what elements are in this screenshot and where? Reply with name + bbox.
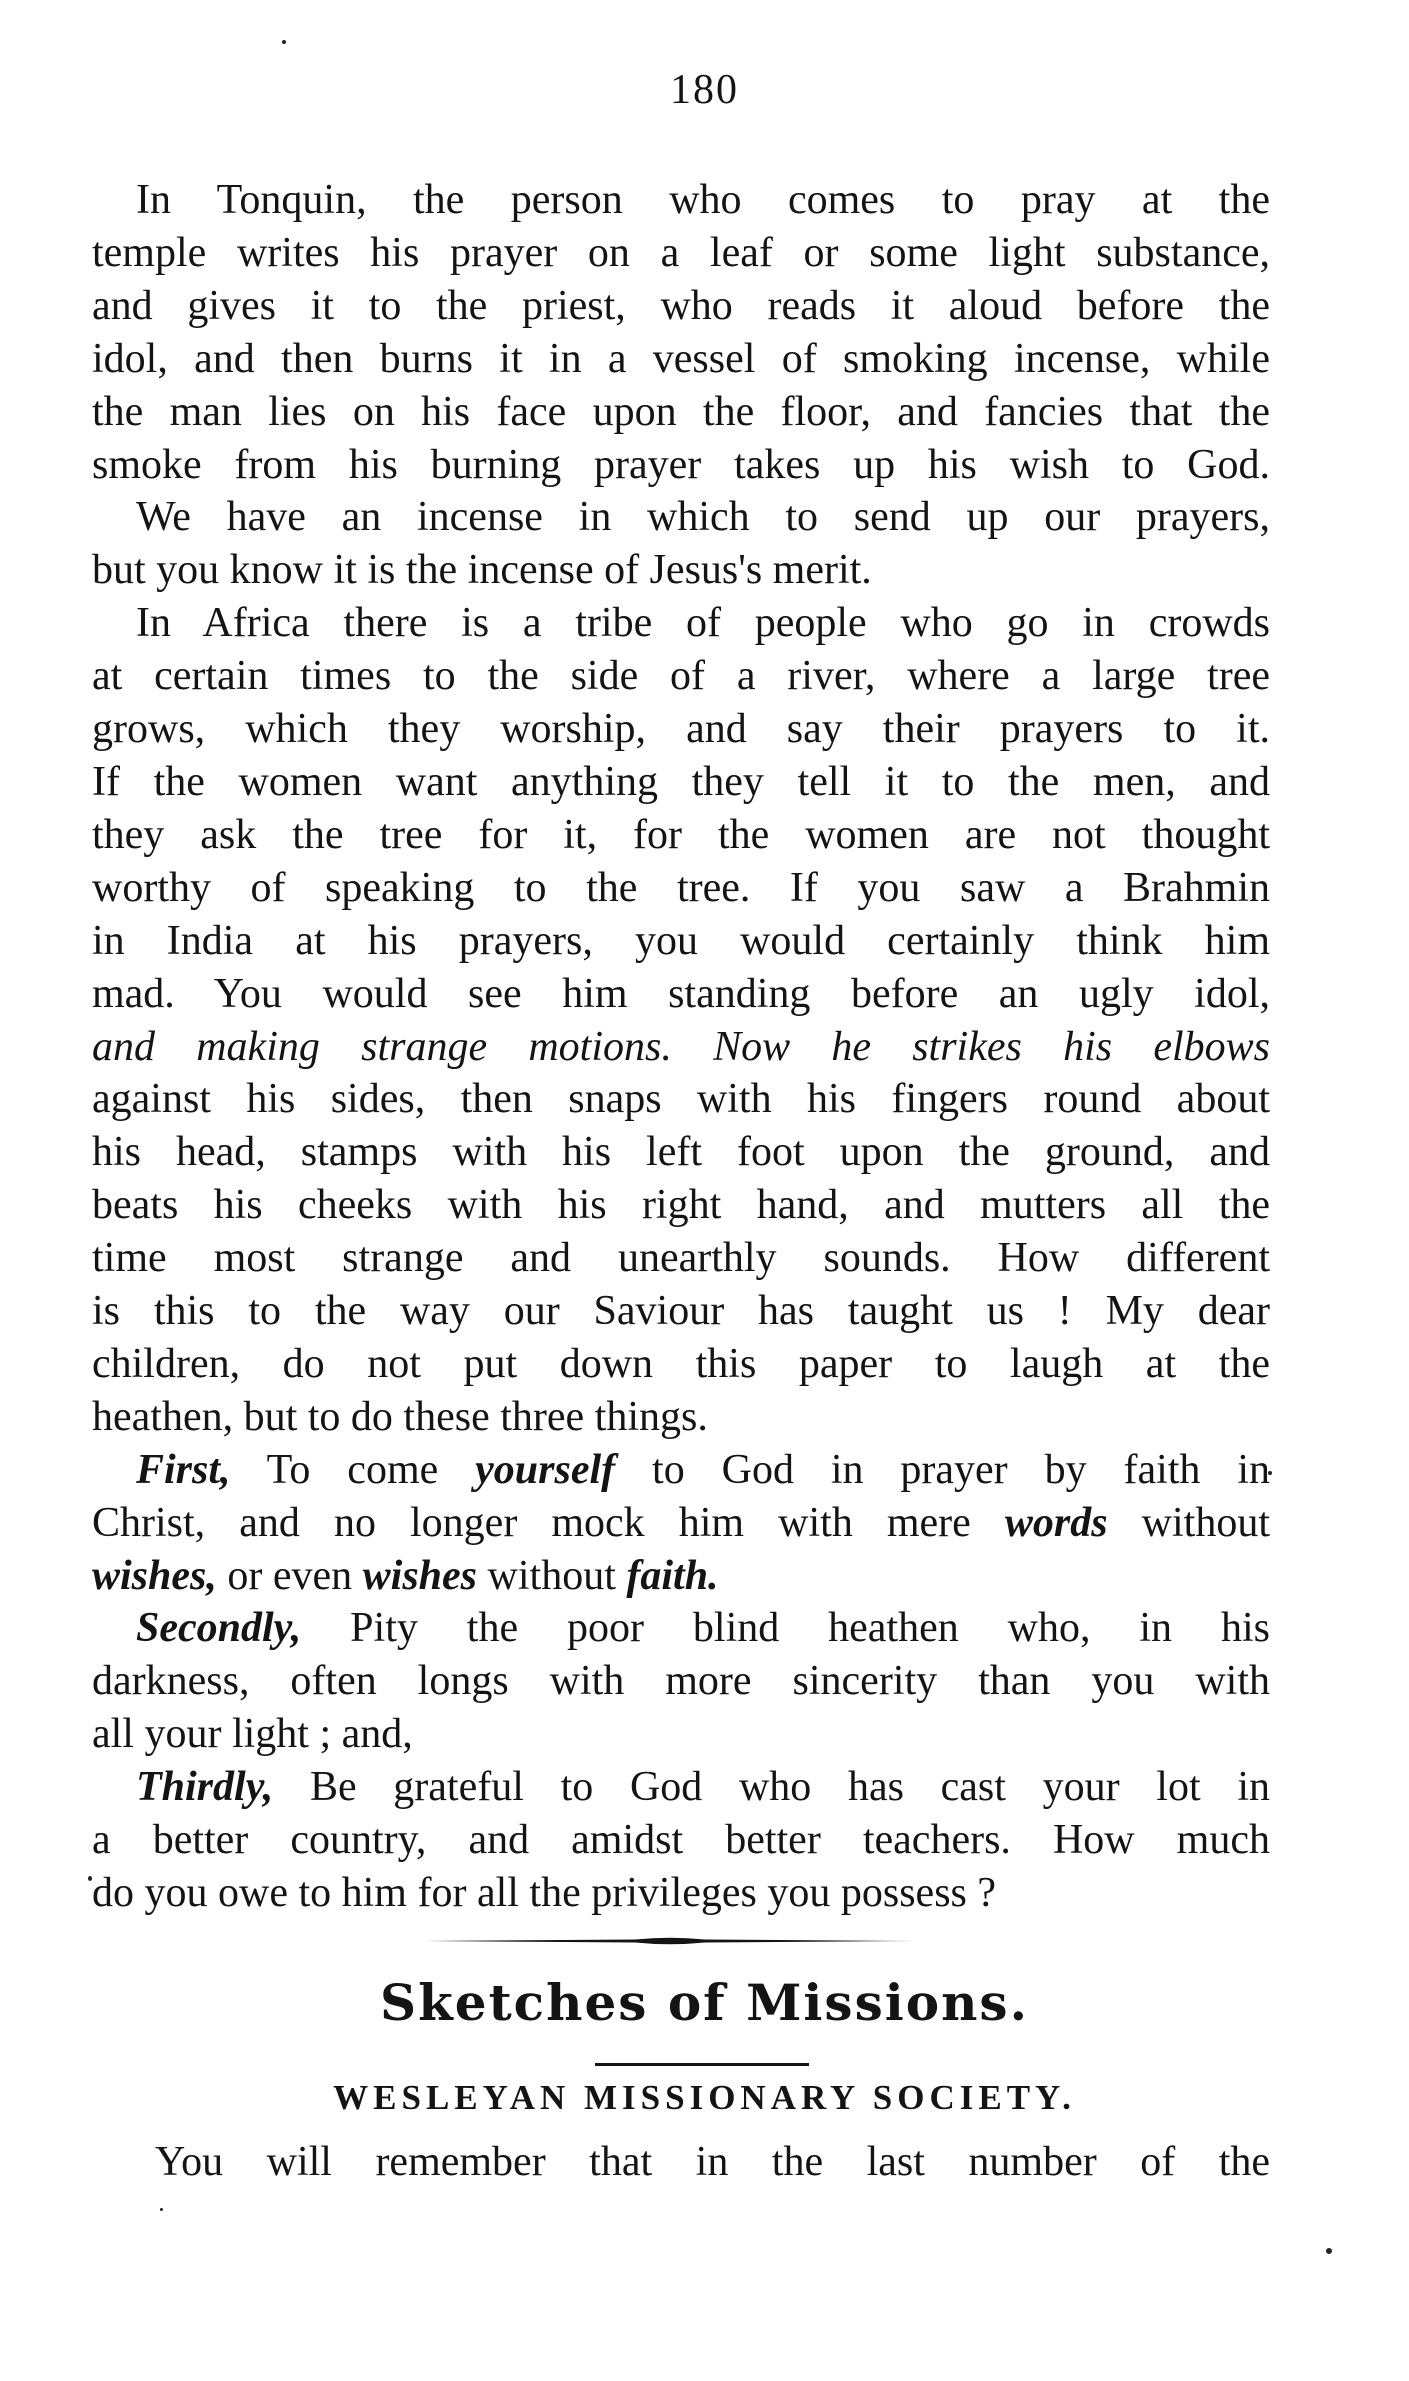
point-second-line: darkness, often longs with more sincerity than you with [92,1658,1270,1705]
point-label-secondly: Secondly, [136,1605,302,1652]
text-line: in India at his prayers, you would certainly think him [92,917,1270,964]
text-run: without [1107,1499,1270,1546]
point-first-line [92,1444,1270,1497]
text-line: You will remember that in the last number of the [155,2139,1270,2185]
text-line: In Africa there is a tribe of people who go in crowds [136,600,1270,647]
ornamental-rule [425,1936,915,1946]
text-line: but you know it is the incense of Jesus's merit. [92,547,872,594]
point-label-thirdly: Thirdly, [136,1764,274,1811]
text-run: To come [230,1446,476,1493]
page-number: 180 [670,67,739,113]
point-first-line [92,1497,1270,1550]
text-line: heathen, but to do these three things. [92,1393,708,1440]
text-line: his head, stamps with his left foot upon the ground, and [92,1129,1270,1176]
text-line: time most strange and unearthly sounds. How different [92,1235,1270,1282]
text-line: If the women want anything they tell it to the men, and [92,758,1270,805]
emphasis-wishes: wishes [362,1552,478,1599]
point-third-line: a better country, and amidst better teachers. How much [92,1817,1270,1864]
text-line: We have an incense in which to send up our prayers, [136,494,1270,541]
italic-text-line: and making strange motions. Now he strikes his elbows [92,1023,1270,1070]
point-second-line [92,1602,1270,1655]
point-third-line [92,1761,1270,1814]
text-line: grows, which they worship, and say their prayers to it. [92,706,1270,753]
ink-speck [282,40,286,44]
text-line: temple writes his prayer on a leaf or some light substance, [92,229,1270,276]
text-run: without [477,1552,627,1599]
text-line: the man lies on his face upon the floor, and fancies that the [92,388,1270,435]
text-run: Pity the poor blind heathen who, in his [301,1605,1270,1652]
text-line: children, do not put down this paper to laugh at the [92,1340,1270,1387]
text-run: or even [216,1552,363,1599]
point-label-first: First, [136,1446,231,1493]
section-heading: Sketches of Missions. [380,1973,1029,2032]
text-line: worthy of speaking to the tree. If you saw a Brahmin [92,864,1270,911]
society-heading: WESLEYAN MISSIONARY SOCIETY. [333,2078,1076,2117]
ink-speck [160,2208,163,2211]
text-run: Be grateful to God who has cast your lot in [273,1764,1270,1811]
text-line: and gives it to the priest, who reads it aloud before the [92,282,1270,329]
text-run: to God in prayer by faith in [615,1446,1270,1493]
emphasis-yourself: yourself [475,1446,616,1493]
text-line: against his sides, then snaps with his fingers round about [92,1076,1270,1123]
point-third-line: do you owe to him for all the privileges you possess ? [92,1870,997,1916]
text-line: mad. You would see him standing before an ugly idol, [92,970,1270,1017]
emphasis-wishes: wishes, [92,1552,217,1599]
text-line: is this to the way our Saviour has taught us ! My dear [92,1288,1270,1335]
text-line: smoke from his burning prayer takes up his wish to God. [92,441,1270,488]
text-line: beats his cheeks with his right hand, and mutters all the [92,1182,1270,1229]
ink-speck [1326,2248,1332,2254]
point-second-line: all your light ; and, [92,1711,413,1758]
text-line: idol, and then burns it in a vessel of smoking incense, while [92,335,1270,382]
point-first-line [92,1550,1270,1603]
emphasis-faith: faith. [626,1552,719,1599]
heading-rule [595,2063,809,2066]
text-line: at certain times to the side of a river, where a large tree [92,653,1270,700]
text-run: Christ, and no longer mock him with mere [92,1499,1005,1546]
body-text [92,174,1270,1920]
text-line: they ask the tree for it, for the women are not thought [92,811,1270,858]
emphasis-words: words [1004,1499,1108,1546]
text-line: In Tonquin, the person who comes to pray at the [136,177,1270,223]
